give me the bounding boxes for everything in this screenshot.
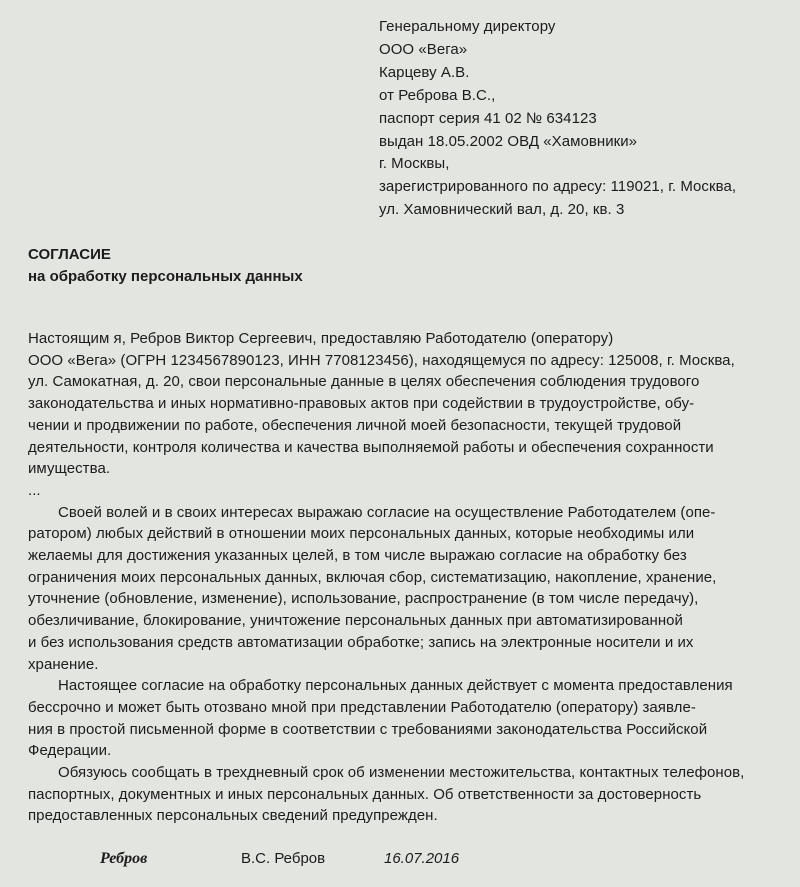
signer-name: В.С. Ребров xyxy=(241,850,326,867)
signature-date: 16.07.2016 xyxy=(384,850,460,867)
addressee-line: ООО «Вега» xyxy=(379,40,468,58)
text-line: желаемы для достижения указанных целей, в том числе выражаю согласие на обработку без xyxy=(28,547,687,565)
addressee-line: ул. Хамовнический вал, д. 20, кв. 3 xyxy=(379,201,625,219)
addressee-block xyxy=(379,16,789,222)
title-subheading: на обработку персональных данных xyxy=(28,268,303,285)
title-heading: СОГЛАСИЕ xyxy=(28,246,111,263)
ellipsis: ... xyxy=(28,481,41,499)
paragraph-1 xyxy=(28,328,778,480)
handwritten-signature: Ребров xyxy=(100,850,148,867)
text-line: Настоящее согласие на обработку персональных данных действует с момента предоставления xyxy=(58,677,733,695)
document-title xyxy=(28,244,303,288)
text-line: предоставленных персональных сведений предупрежден. xyxy=(28,807,438,825)
addressee-line: г. Москвы, xyxy=(379,155,450,173)
signature-row xyxy=(0,848,800,872)
text-line: хранение. xyxy=(28,655,99,673)
addressee-line: зарегистрированного по адресу: 119021, г. Москва, xyxy=(379,178,737,196)
text-line: чении и продвижении по работе, обеспечения личной моей безопасности, текущей трудовой xyxy=(28,416,682,434)
text-line: паспортных, документных и иных персональных данных. Об ответственности за достоверность xyxy=(28,785,702,803)
text-line: Обязуюсь сообщать в трехдневный срок об изменении местожительства, контактных телефонов, xyxy=(58,764,745,782)
text-line: бессрочно и может быть отозвано мной при представлении Работодателю (оператору) заявле- xyxy=(28,698,696,716)
paragraph-2 xyxy=(28,502,778,676)
text-line: ния в простой письменной форме в соответствии с требованиями законодательства Российской xyxy=(28,720,708,738)
text-line: уточнение (обновление, изменение), использование, распространение (в том числе передачу), xyxy=(28,590,699,608)
text-line: Своей волей и в своих интересах выражаю согласие на осуществление Работодателем (опе- xyxy=(58,503,716,521)
text-line: законодательства и иных нормативно-правовых актов при содействии в трудоустройстве, обу- xyxy=(28,395,695,413)
text-line: ратором) любых действий в отношении моих персональных данных, которые необходимы или xyxy=(28,525,695,543)
addressee-line: Генеральному директору xyxy=(379,18,556,35)
text-line: имущества. xyxy=(28,460,111,478)
text-line: обезличивание, блокирование, уничтожение персональных данных при автоматизированной xyxy=(28,612,683,630)
text-line: ограничения моих персональных данных, включая сбор, систематизацию, накопление, хранение, xyxy=(28,568,717,586)
text-line: Настоящим я, Ребров Виктор Сергеевич, предоставляю Работодателю (оператору) xyxy=(28,330,614,347)
addressee-line: от Реброва В.С., xyxy=(379,86,496,104)
paragraph-4 xyxy=(28,762,778,827)
text-line: Федерации. xyxy=(28,742,112,760)
addressee-line: паспорт серия 41 02 № 634123 xyxy=(379,109,597,127)
document-body xyxy=(28,328,778,827)
paragraph-3 xyxy=(28,675,778,762)
text-line: ООО «Вега» (ОГРН 1234567890123, ИНН 7708123456), находящемуся по адресу: 125008, г. Москва, xyxy=(28,351,735,369)
addressee-line: выдан 18.05.2002 ОВД «Хамовники» xyxy=(379,132,638,150)
text-line: деятельности, контроля количества и качества выполняемой работы и обеспечения сохранности xyxy=(28,438,714,456)
text-line: ул. Самокатная, д. 20, свои персональные данные в целях обеспечения соблюдения трудового xyxy=(28,373,700,391)
addressee-line: Карцеву А.В. xyxy=(379,63,470,81)
text-line: и без использования средств автоматизации обработке; запись на электронные носители и их xyxy=(28,633,694,651)
